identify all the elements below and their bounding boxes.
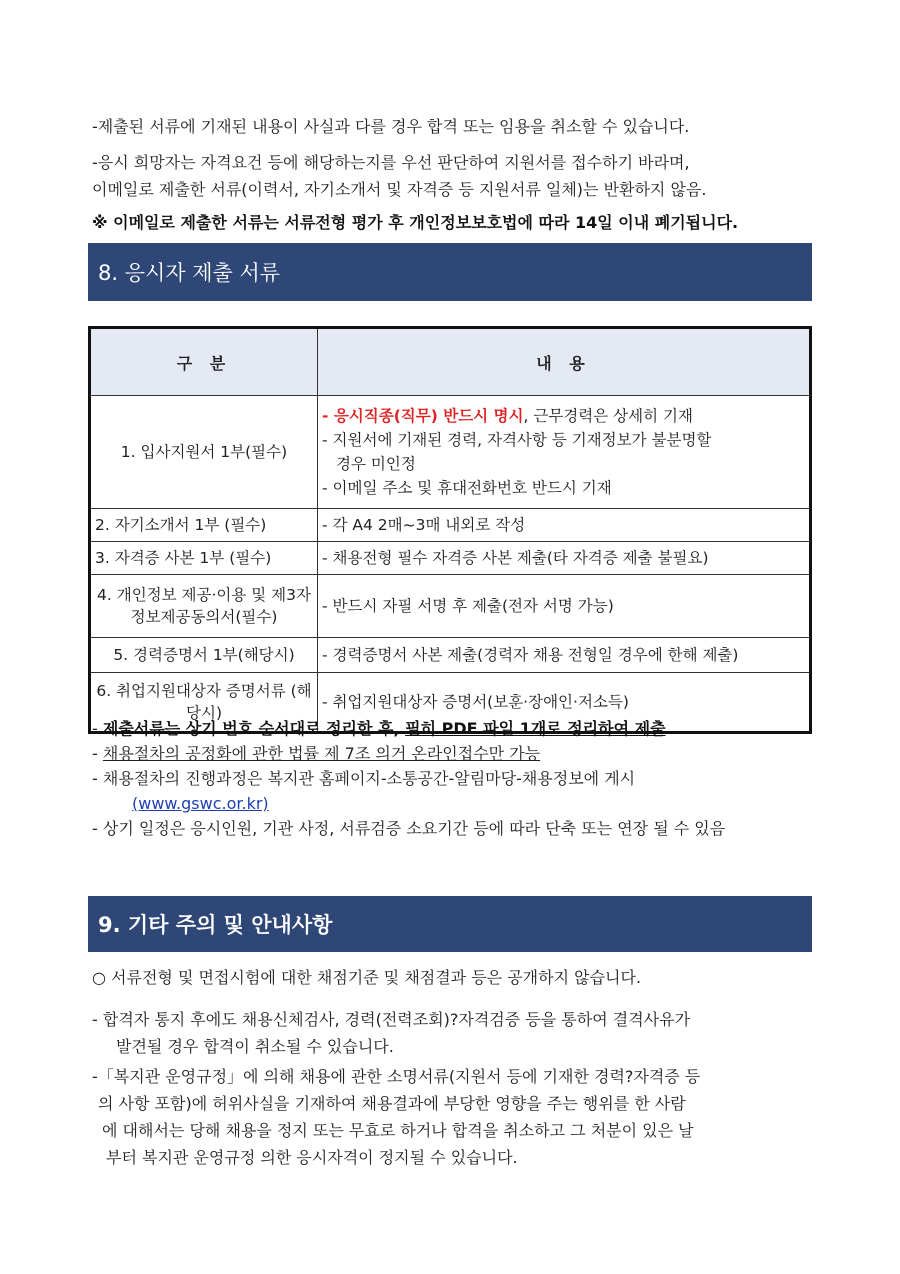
table-header-content: 내 용 (318, 328, 811, 396)
intro-paragraph-1: -제출된 서류에 기재된 내용이 사실과 다를 경우 합격 또는 임용을 취소할 수 있습니다. (92, 117, 690, 136)
note-pdf (92, 716, 812, 741)
table-row (90, 638, 811, 673)
section-9-banner (88, 896, 812, 952)
section-9-paragraph-2-line2: 발견될 경우 합격이 취소될 수 있습니다. (116, 1037, 394, 1056)
table-cell-item: 4. 개인정보 제공·이용 및 제3자정보제공동의서(필수) (90, 575, 318, 638)
note-dash: - (92, 744, 103, 763)
note-online (92, 741, 812, 766)
table-cell-content: - 각 A4 2매~3매 내외로 작성 (318, 509, 811, 542)
table-header-row (90, 328, 811, 396)
unclear-info-note-cont: 경우 미인정 (336, 455, 416, 473)
note-pdf-text: 제출서류는 상기 번호 순서대로 정리한 후, (102, 719, 406, 738)
note-pdf-underlined: 필히 PDF 파일 1개로 정리하여 제출 (405, 719, 666, 738)
table-cell-item: 5. 경력증명서 1부(해당시) (90, 638, 318, 673)
section-8-title: 8. 응시자 제출 서류 (98, 261, 281, 285)
unclear-info-note: - 지원서에 기재된 경력, 자격사항 등 기재정보가 불분명할 (322, 431, 712, 449)
note-online-text: 채용절차의 공정화에 관한 법률 제 7조 의거 온라인접수만 가능 (102, 744, 541, 763)
table-cell-content: - 취업지원대상자 증명서(보훈·장애인·저소득) (318, 673, 811, 733)
table-cell-item: 2. 자기소개서 1부 (필수) (90, 509, 318, 542)
note-homepage: - 채용절차의 진행과정은 복지관 홈페이지-소통공간-알림마당-채용정보에 게시 (92, 769, 636, 788)
table-cell-content (318, 396, 811, 509)
section-9-title: 9. 기타 주의 및 안내사항 (98, 913, 333, 937)
table-row (90, 575, 811, 638)
table-cell-content: - 경력증명서 사본 제출(경력자 채용 전형일 경우에 한해 제출) (318, 638, 811, 673)
section-9-paragraph-2-line1: - 합격자 통지 후에도 채용신체검사, 경력(전력조회)?자격검증 등을 통하여 결격사유가 (92, 1010, 691, 1029)
contact-info-note: - 이메일 주소 및 휴대전화번호 반드시 기재 (322, 479, 612, 497)
table-cell-item: 1. 입사지원서 1부(필수) (90, 396, 318, 509)
table-row (90, 509, 811, 542)
section-9-paragraph-1: ○ 서류전형 및 면접시험에 대한 채점기준 및 채점결과 등은 공개하지 않습니다. (92, 968, 642, 987)
table-cell-content: - 반드시 자필 서명 후 제출(전자 서명 가능) (318, 575, 811, 638)
career-detail-note: , 근무경력은 상세히 기재 (523, 407, 693, 425)
note-schedule: - 상기 일정은 응시인원, 기관 사정, 서류검증 소요기간 등에 따라 단축 또는 연장 될 수 있음 (92, 819, 726, 838)
section-9-paragraph-3-line1: -「복지관 운영규정」에 의해 채용에 관한 소명서류(지원서 등에 기재한 경력?자격증 등 (92, 1067, 701, 1086)
table-row (90, 396, 811, 509)
required-job-note: - 응시직종(직무) 반드시 명시 (322, 407, 524, 425)
note-dash: - (92, 719, 103, 738)
section-9-paragraph-3-line3: 에 대해서는 당해 채용을 정지 또는 무효로 하거나 합격을 취소하고 그 처분이 있은 날 (102, 1121, 694, 1140)
table-row (90, 542, 811, 575)
section-9-paragraph-3-line4: 부터 복지관 운영규정 의한 응시자격이 정지될 수 있습니다. (106, 1148, 518, 1167)
required-documents-table (88, 326, 812, 734)
section-8-banner (88, 243, 812, 301)
table-header-category: 구 분 (90, 328, 318, 396)
section-9-paragraph-3-line2: 의 사항 포함)에 허위사실을 기재하여 채용결과에 부당한 영향을 주는 행위를 한 사람 (98, 1094, 686, 1113)
table-cell-content: - 채용전형 필수 자격증 사본 제출(타 자격증 제출 불필요) (318, 542, 811, 575)
table-cell-item: 3. 자격증 사본 1부 (필수) (90, 542, 318, 575)
intro-paragraph-2-line1: -응시 희망자는 자격요건 등에 해당하는지를 우선 판단하여 지원서를 접수하기 바라며, (92, 153, 690, 172)
homepage-link[interactable]: (www.gswc.or.kr) (132, 794, 269, 813)
intro-paragraph-2-line2: 이메일로 제출한 서류(이력서, 자기소개서 및 자격증 등 지원서류 일체)는 반환하지 않음. (92, 180, 707, 199)
submission-notes (92, 716, 812, 841)
table-cell-item: 6. 취업지원대상자 증명서류 (해당시) (90, 673, 318, 733)
intro-notice: ※ 이메일로 제출한 서류는 서류전형 평가 후 개인정보보호법에 따라 14일 이내 폐기됩니다. (92, 213, 739, 232)
